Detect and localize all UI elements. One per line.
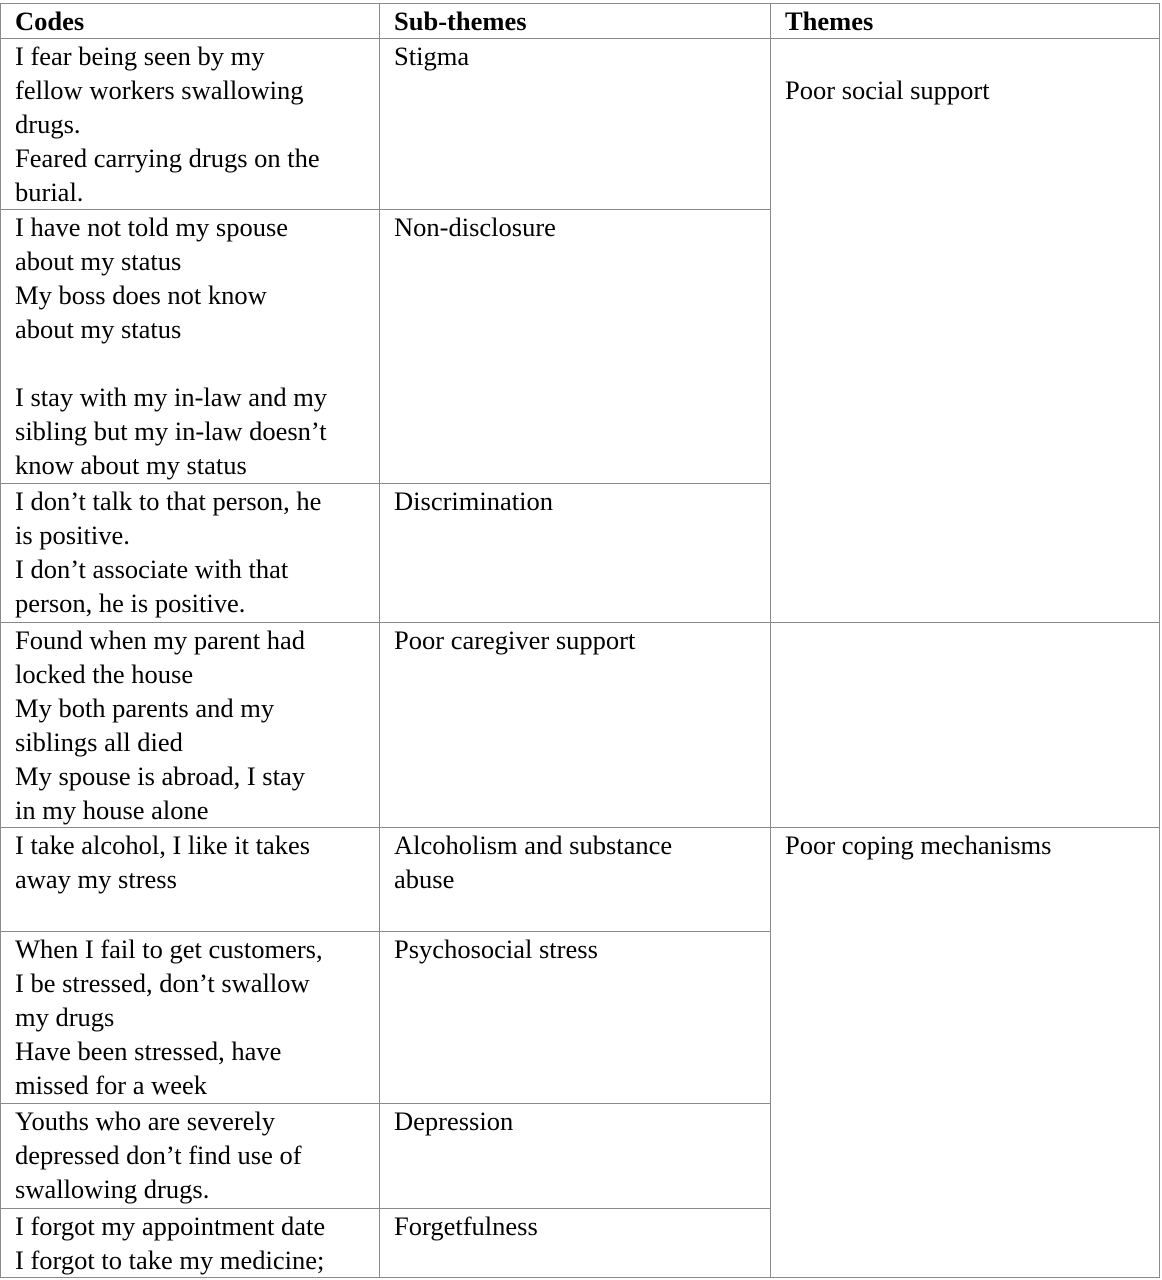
sub-theme-cell: Depression: [380, 1104, 771, 1209]
table-row: [1, 828, 1160, 932]
code-line: I forgot my appointment date: [15, 1211, 326, 1241]
header-themes: Themes: [771, 4, 1160, 39]
theme-cell-poor-coping-mechanisms: Poor coping mechanisms: [771, 828, 1160, 1278]
code-line: I don’t associate with that: [15, 554, 289, 584]
header-codes: Codes: [1, 4, 380, 39]
sub-theme-cell: Non-disclosure: [380, 210, 771, 484]
code-line: burial.: [15, 177, 84, 207]
code-line: siblings all died: [15, 727, 183, 757]
code-line: swallowing drugs.: [15, 1174, 210, 1204]
header-row: [1, 4, 1160, 39]
codes-cell: [1, 484, 380, 623]
code-line: know about my status: [15, 450, 247, 480]
code-line: I be stressed, don’t swallow: [15, 968, 310, 998]
code-line: I don’t talk to that person, he: [15, 486, 322, 516]
theme-cell-empty: [771, 623, 1160, 828]
code-line: drugs.: [15, 109, 81, 139]
table-row: [1, 39, 1160, 210]
code-line: When I fail to get customers,: [15, 934, 323, 964]
blank-line: [15, 346, 375, 380]
code-line: Have been stressed, have: [15, 1036, 282, 1066]
sub-theme-line: abuse: [394, 864, 455, 894]
theme-cell-poor-social-support: Poor social support: [771, 39, 1160, 623]
codes-cell: [1, 828, 380, 932]
code-line: I fear being seen by my: [15, 41, 265, 71]
sub-theme-cell: Discrimination: [380, 484, 771, 623]
code-line: Feared carrying drugs on the: [15, 143, 320, 173]
code-line: My boss does not know: [15, 280, 267, 310]
table-row: [1, 623, 1160, 828]
code-line: Youths who are severely: [15, 1106, 276, 1136]
themes-table: [0, 3, 1160, 1278]
codes-cell: [1, 39, 380, 210]
code-line: away my stress: [15, 864, 177, 894]
code-line: is positive.: [15, 520, 130, 550]
sub-theme-cell: [380, 828, 771, 932]
code-line: person, he is positive.: [15, 588, 246, 618]
codes-cell: [1, 1209, 380, 1278]
codes-cell: [1, 210, 380, 484]
sub-theme-cell: Psychosocial stress: [380, 932, 771, 1104]
sub-theme-line: Alcoholism and substance: [394, 830, 673, 860]
code-line: I forgot to take my medicine;: [15, 1245, 325, 1275]
sub-theme-cell: Stigma: [380, 39, 771, 210]
code-line: locked the house: [15, 659, 194, 689]
code-line: missed for a week: [15, 1070, 208, 1100]
code-line: I take alcohol, I like it takes: [15, 830, 311, 860]
code-line: fellow workers swallowing: [15, 75, 304, 105]
codes-cell: [1, 932, 380, 1104]
code-line: My spouse is abroad, I stay: [15, 761, 305, 791]
code-line: about my status: [15, 314, 182, 344]
header-sub-themes: Sub-themes: [380, 4, 771, 39]
code-line: Found when my parent had: [15, 625, 305, 655]
sub-theme-cell: Forgetfulness: [380, 1209, 771, 1278]
code-line: depressed don’t find use of: [15, 1140, 302, 1170]
codes-cell: [1, 1104, 380, 1209]
codes-cell: [1, 623, 380, 828]
code-line: about my status: [15, 246, 182, 276]
sub-theme-cell: Poor caregiver support: [380, 623, 771, 828]
code-line: I have not told my spouse: [15, 212, 289, 242]
code-line: I stay with my in-law and my: [15, 382, 328, 412]
code-line: in my house alone: [15, 795, 209, 825]
code-line: my drugs: [15, 1002, 115, 1032]
code-line: sibling but my in-law doesn’t: [15, 416, 327, 446]
code-line: My both parents and my: [15, 693, 275, 723]
